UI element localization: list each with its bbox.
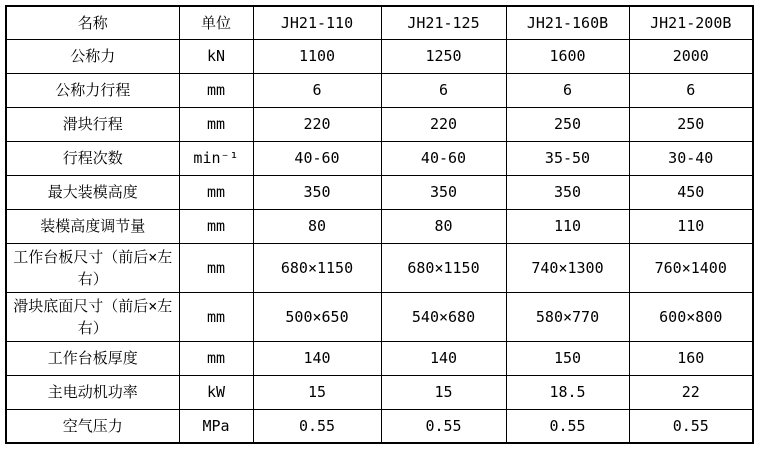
row-label: 公称力 bbox=[6, 39, 179, 73]
unit-cell: min⁻¹ bbox=[179, 141, 253, 175]
spec-table-header bbox=[6, 6, 753, 39]
value-cell: 350 bbox=[253, 175, 381, 209]
value-cell: 30-40 bbox=[629, 141, 753, 175]
value-cell: 350 bbox=[506, 175, 629, 209]
table-row bbox=[6, 341, 753, 375]
spec-table bbox=[5, 5, 754, 444]
unit-cell: kW bbox=[179, 375, 253, 409]
table-row bbox=[6, 107, 753, 141]
row-label: 空气压力 bbox=[6, 409, 179, 443]
table-row bbox=[6, 141, 753, 175]
value-cell: 110 bbox=[506, 209, 629, 243]
value-cell: 80 bbox=[253, 209, 381, 243]
value-cell: 160 bbox=[629, 341, 753, 375]
value-cell: 350 bbox=[381, 175, 506, 209]
value-cell: 15 bbox=[381, 375, 506, 409]
unit-cell: mm bbox=[179, 209, 253, 243]
value-cell: 6 bbox=[381, 73, 506, 107]
unit-cell: mm bbox=[179, 107, 253, 141]
column-header-unit: 单位 bbox=[179, 6, 253, 39]
value-cell: 40-60 bbox=[253, 141, 381, 175]
value-cell: 740×1300 bbox=[506, 243, 629, 292]
unit-cell: mm bbox=[179, 243, 253, 292]
row-label: 公称力行程 bbox=[6, 73, 179, 107]
value-cell: 18.5 bbox=[506, 375, 629, 409]
table-row bbox=[6, 73, 753, 107]
value-cell: 80 bbox=[381, 209, 506, 243]
unit-cell: mm bbox=[179, 73, 253, 107]
value-cell: 250 bbox=[629, 107, 753, 141]
value-cell: 140 bbox=[381, 341, 506, 375]
unit-cell: mm bbox=[179, 292, 253, 341]
value-cell: 580×770 bbox=[506, 292, 629, 341]
value-cell: 600×800 bbox=[629, 292, 753, 341]
value-cell: 1100 bbox=[253, 39, 381, 73]
value-cell: 150 bbox=[506, 341, 629, 375]
column-header-jh21-110: JH21-110 bbox=[253, 6, 381, 39]
column-header-jh21-200b: JH21-200B bbox=[629, 6, 753, 39]
value-cell: 1600 bbox=[506, 39, 629, 73]
value-cell: 6 bbox=[253, 73, 381, 107]
table-row bbox=[6, 39, 753, 73]
row-label: 最大装模高度 bbox=[6, 175, 179, 209]
value-cell: 1250 bbox=[381, 39, 506, 73]
table-row bbox=[6, 375, 753, 409]
row-label: 工作台板尺寸（前后×左右） bbox=[6, 243, 179, 292]
table-row bbox=[6, 175, 753, 209]
header-row bbox=[6, 6, 753, 39]
value-cell: 540×680 bbox=[381, 292, 506, 341]
row-label: 行程次数 bbox=[6, 141, 179, 175]
value-cell: 2000 bbox=[629, 39, 753, 73]
table-row bbox=[6, 209, 753, 243]
value-cell: 140 bbox=[253, 341, 381, 375]
column-header-jh21-160b: JH21-160B bbox=[506, 6, 629, 39]
value-cell: 680×1150 bbox=[381, 243, 506, 292]
value-cell: 680×1150 bbox=[253, 243, 381, 292]
value-cell: 500×650 bbox=[253, 292, 381, 341]
value-cell: 0.55 bbox=[506, 409, 629, 443]
row-label: 工作台板厚度 bbox=[6, 341, 179, 375]
table-row bbox=[6, 243, 753, 292]
unit-cell: MPa bbox=[179, 409, 253, 443]
value-cell: 250 bbox=[506, 107, 629, 141]
value-cell: 0.55 bbox=[381, 409, 506, 443]
row-label: 滑块行程 bbox=[6, 107, 179, 141]
value-cell: 450 bbox=[629, 175, 753, 209]
unit-cell: mm bbox=[179, 341, 253, 375]
value-cell: 22 bbox=[629, 375, 753, 409]
row-label: 装模高度调节量 bbox=[6, 209, 179, 243]
row-label: 滑块底面尺寸（前后×左右） bbox=[6, 292, 179, 341]
value-cell: 6 bbox=[506, 73, 629, 107]
value-cell: 0.55 bbox=[253, 409, 381, 443]
unit-cell: kN bbox=[179, 39, 253, 73]
spec-table-body bbox=[6, 39, 753, 443]
value-cell: 35-50 bbox=[506, 141, 629, 175]
value-cell: 110 bbox=[629, 209, 753, 243]
column-header-jh21-125: JH21-125 bbox=[381, 6, 506, 39]
value-cell: 15 bbox=[253, 375, 381, 409]
value-cell: 40-60 bbox=[381, 141, 506, 175]
value-cell: 220 bbox=[253, 107, 381, 141]
column-header-name: 名称 bbox=[6, 6, 179, 39]
table-row bbox=[6, 292, 753, 341]
table-row bbox=[6, 409, 753, 443]
value-cell: 0.55 bbox=[629, 409, 753, 443]
value-cell: 220 bbox=[381, 107, 506, 141]
value-cell: 6 bbox=[629, 73, 753, 107]
value-cell: 760×1400 bbox=[629, 243, 753, 292]
unit-cell: mm bbox=[179, 175, 253, 209]
row-label: 主电动机功率 bbox=[6, 375, 179, 409]
